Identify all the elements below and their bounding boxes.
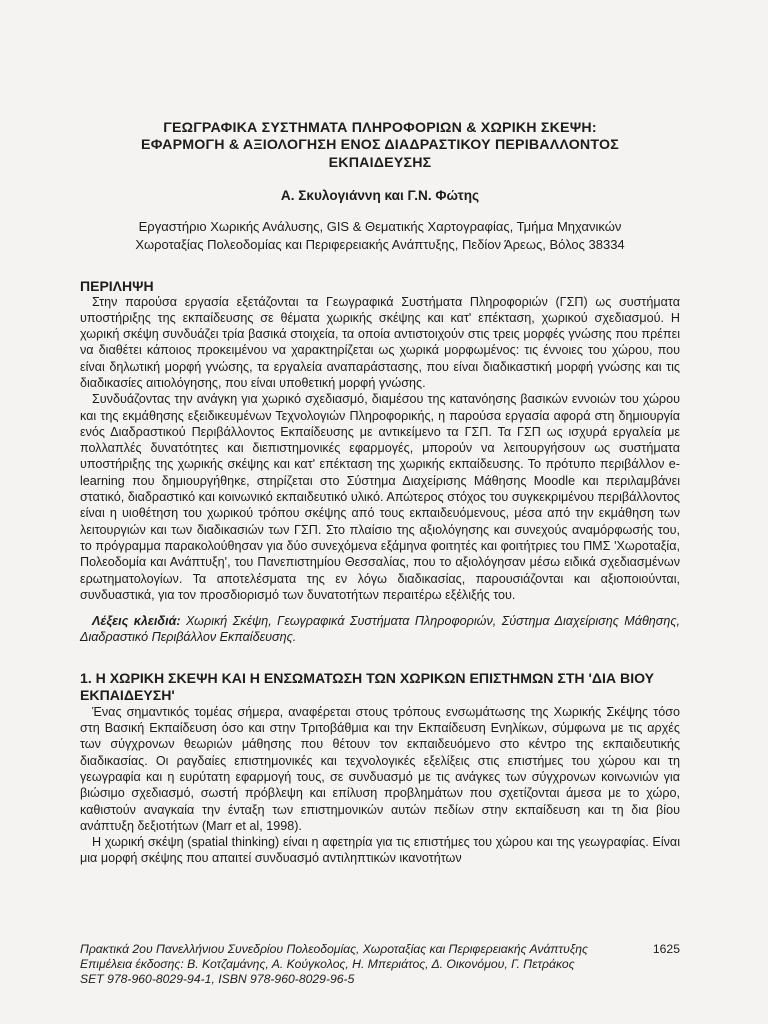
abstract-paragraph-2: Συνδυάζοντας την ανάγκη για χωρικό σχεδιασμό, διαμέσου της κατανόησης βασικών εννοιών του χώρου και της εκμάθησης εξειδικευμένων Τεχνολογιών Πληροφορικής, η παρούσα εργασία αφορά στη δημιουργία ενός Διαδραστικού Περιβάλλοντος Εκπαίδευσης με αντικείμενο τα ΓΣΠ. Τα ΓΣΠ ως ισχυρά εργαλεία με πολλαπλές δυνατότητες και διεπιστημονικές εφαρμογές, μπορούν να λειτουργήσουν ως συστήματα υποστήριξης της χωρικής σκέψης και κατ' επέκταση της χωρικής εκπαίδευσης. Το πρότυπο περιβάλλον e-learning που δημιουργήθηκε, στηρίζεται στο Σύστημα Διαχείρισης Μάθησης Moodle και περιλαμβάνει στατικό, διαδραστικό και κοινωνικό εκπαιδευτικό υλικό. Απώτερος στόχος του συγκεκριμένου περιβάλλοντος είναι η υιοθέτηση του χωρικού τρόπου σκέψης από τους εκπαιδευόμενους, μέσα από την εκμάθηση των λειτουργιών και των διαδικασιών των ΓΣΠ. Στο πλαίσιο της αξιολόγησης και συνεχούς αναμόρφωσής του, το πρόγραμμα παρακολούθησαν για δύο συνεχόμενα εξάμηνα φοιτητές και φοιτήτριες του ΠΜΣ 'Χωροταξία, Πολεοδομία και Ανάπτυξη', του Πανεπιστημίου Θεσσαλίας, που το αξιολόγησαν μέσω ειδικά σχεδιασμένων ερωτηματολογίων. Τα αποτελέσματα της εν λόγω διαδικασίας, παρουσιάζονται και αξιοποιούνται, συνδυαστικά, για τον προσδιορισμό των δυνατοτήτων περαιτέρω εξέλιξής του. <box>80 392 680 602</box>
page-footer <box>80 942 680 988</box>
affiliation <box>80 218 680 254</box>
isbn-line: SET 978-960-8029-94-1, ISBN 978-960-8029-96-5 <box>80 972 355 987</box>
section-1-paragraph-1: Ένας σημαντικός τομέας σήμερα, αναφέρεται στους τρόπους ενσωμάτωσης της Χωρικής Σκέψης τόσο στη Βασική Εκπαίδευση όσο και στην Τριτοβάθμια και την Εκπαίδευση Ενηλίκων, σύμφωνα με τις αρχές των σύγχρονων θεωριών μάθησης που θέτουν τον εκπαιδευόμενο στο κέντρο της εκπαιδευτικής διαδικασίας. Οι ραγδαίες επιστημονικές και τεχνολογικές εξελίξεις στις επιστήμες του χώρου και τη γεωγραφία και η ευρύτατη εφαρμογή τους, σε συνδυασμό με τις ανάγκες των σύγχρονων κοινωνιών για βιώσιμο σχεδιασμό, σωστή πρόβλεψη και επίλυση προβλημάτων που σχετίζονται άμεσα με το χώρο, καθιστούν αναγκαία την ένταξη των επιστημονικών αυτών πεδίων στην εκπαίδευση και τη δια βίου ανάπτυξη δεξιοτήτων (Marr et al, 1998). <box>80 704 680 833</box>
paper-title <box>80 120 680 172</box>
editors-line: Επιμέλεια έκδοσης: Β. Κοτζαμάνης, Α. Κούγκολος, Η. Μπεριάτος, Δ. Οικονόμου, Γ. Πετράκος <box>80 957 575 972</box>
title-line-2: ΕΦΑΡΜΟΓΗ & ΑΞΙΟΛΟΓΗΣΗ ΕΝΟΣ ΔΙΑΔΡΑΣΤΙΚΟΥ ΠΕΡΙΒΑΛΛΟΝΤΟΣ <box>141 137 619 154</box>
title-line-3: ΕΚΠΑΙΔΕΥΣΗΣ <box>328 154 432 171</box>
abstract-heading: ΠΕΡΙΛΗΨΗ <box>80 277 154 294</box>
footer-line-1 <box>80 942 680 957</box>
affiliation-line-1: Εργαστήριο Χωρικής Ανάλυσης, GIS & Θεματικής Χαρτογραφίας, Τμήμα Μηχανικών <box>138 218 622 234</box>
section-1-heading: 1. Η ΧΩΡΙΚΗ ΣΚΕΨΗ ΚΑΙ Η ΕΝΣΩΜΑΤΩΣΗ ΤΩΝ ΧΩΡΙΚΩΝ ΕΠΙΣΤΗΜΩΝ ΣΤΗ 'ΔΙΑ ΒΙΟΥ ΕΚΠΑΙΔΕΥΣΗ' <box>80 669 655 703</box>
section-1-paragraph-2: Η χωρική σκέψη (spatial thinking) είναι η αφετηρία για τις επιστήμες του χώρου και της γεωγραφίας. Είναι μια μορφή σκέψης που απαιτεί συνδυασμό αντιληπτικών ικανοτήτων <box>80 835 680 866</box>
authors: Α. Σκυλογιάννη και Γ.Ν. Φώτης <box>280 188 480 204</box>
title-line-1: ΓΕΩΓΡΑΦΙΚΑ ΣΥΣΤΗΜΑΤΑ ΠΛΗΡΟΦΟΡΙΩΝ & ΧΩΡΙΚΗ ΣΚΕΨΗ: <box>163 120 597 136</box>
affiliation-line-2: Χωροταξίας Πολεοδομίας και Περιφερειακής Ανάπτυξης, Πεδίον Άρεως, Βόλος 38334 <box>135 236 625 252</box>
paper-page <box>80 120 680 867</box>
keywords-label: Λέξεις κλειδιά: <box>92 614 181 629</box>
keywords <box>80 613 680 646</box>
page-number: 1625 <box>652 942 680 956</box>
proceedings-title: Πρακτικά 2ου Πανελλήνιου Συνεδρίου Πολεοδομίας, Χωροταξίας και Περιφερειακής Ανάπτυξης <box>80 942 588 956</box>
abstract-paragraph-1: Στην παρούσα εργασία εξετάζονται τα Γεωγραφικά Συστήματα Πληροφοριών (ΓΣΠ) ως συστήματα υποστήριξης της εκπαίδευσης σε θέματα χωρικής σκέψης και κατ' επέκταση, χωρικού σχεδιασμού. Η χωρική σκέψη συνδυάζει τρία βασικά στοιχεία, τα οποία αντιστοιχούν στις τρεις μορφές γνώσης που πρέπει να διαθέτει κάποιος προκειμένου να χαρακτηρίζεται ως χωρικά μορφωμένος: τις έννοιες του χώρου, που είναι δηλωτική μορφή γνώσης, τα εργαλεία αναπαράστασης, που είναι διαδικαστική μορφή γνώσης και τις διαδικασίες αιτιολόγησης, που είναι υποθετική μορφή γνώσης. <box>80 294 680 390</box>
keywords-text: Χωρική Σκέψη, Γεωγραφικά Συστήματα Πληροφοριών, Σύστημα Διαχείρισης Μάθησης, Διαδραστικό Περιβάλλον Εκπαίδευσης. <box>80 614 680 645</box>
